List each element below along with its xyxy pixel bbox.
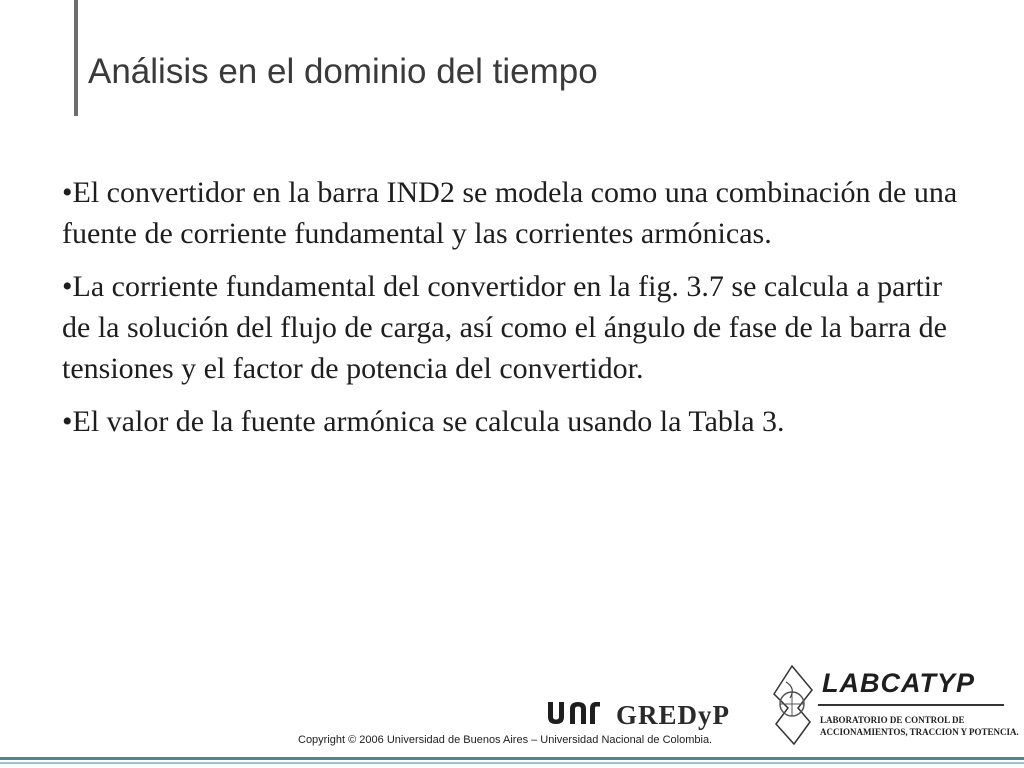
labcatyp-divider	[818, 704, 1004, 706]
footer-rule-light	[0, 762, 1024, 764]
labcatyp-subtitle	[820, 714, 1019, 738]
labcatyp-emblem-icon	[770, 664, 816, 746]
gredyp-logo: GREDyP	[616, 700, 730, 730]
bullet-item: •El valor de la fuente armónica se calcula usando la Tabla 3.	[62, 405, 785, 438]
title-accent-bar	[74, 0, 78, 116]
bullet-list	[62, 172, 972, 454]
labcatyp-subtitle-line-1: LABORATORIO DE CONTROL DE	[820, 715, 965, 725]
labcatyp-name: LABCATYP	[822, 668, 975, 698]
labcatyp-subtitle-line-2: ACCIONAMIENTOS, TRACCION Y POTENCIA.	[820, 727, 1019, 737]
copyright-notice: Copyright © 2006 Universidad de Buenos Aires – Universidad Nacional de Colombia.	[298, 734, 713, 746]
un-logo-icon	[546, 700, 602, 726]
slide-title: Análisis en el dominio del tiempo	[88, 52, 598, 91]
bullet-item: •La corriente fundamental del convertidor en la fig. 3.7 se calcula a partir de la solución del flujo de carga, así como el ángulo de fase de la barra de tensiones y el factor de potencia del convertidor.	[62, 270, 947, 385]
footer-rule	[0, 757, 1024, 760]
bullet-item: •El convertidor en la barra IND2 se modela como una combinación de una fuente de corriente fundamental y las corrientes armónicas.	[62, 176, 958, 250]
